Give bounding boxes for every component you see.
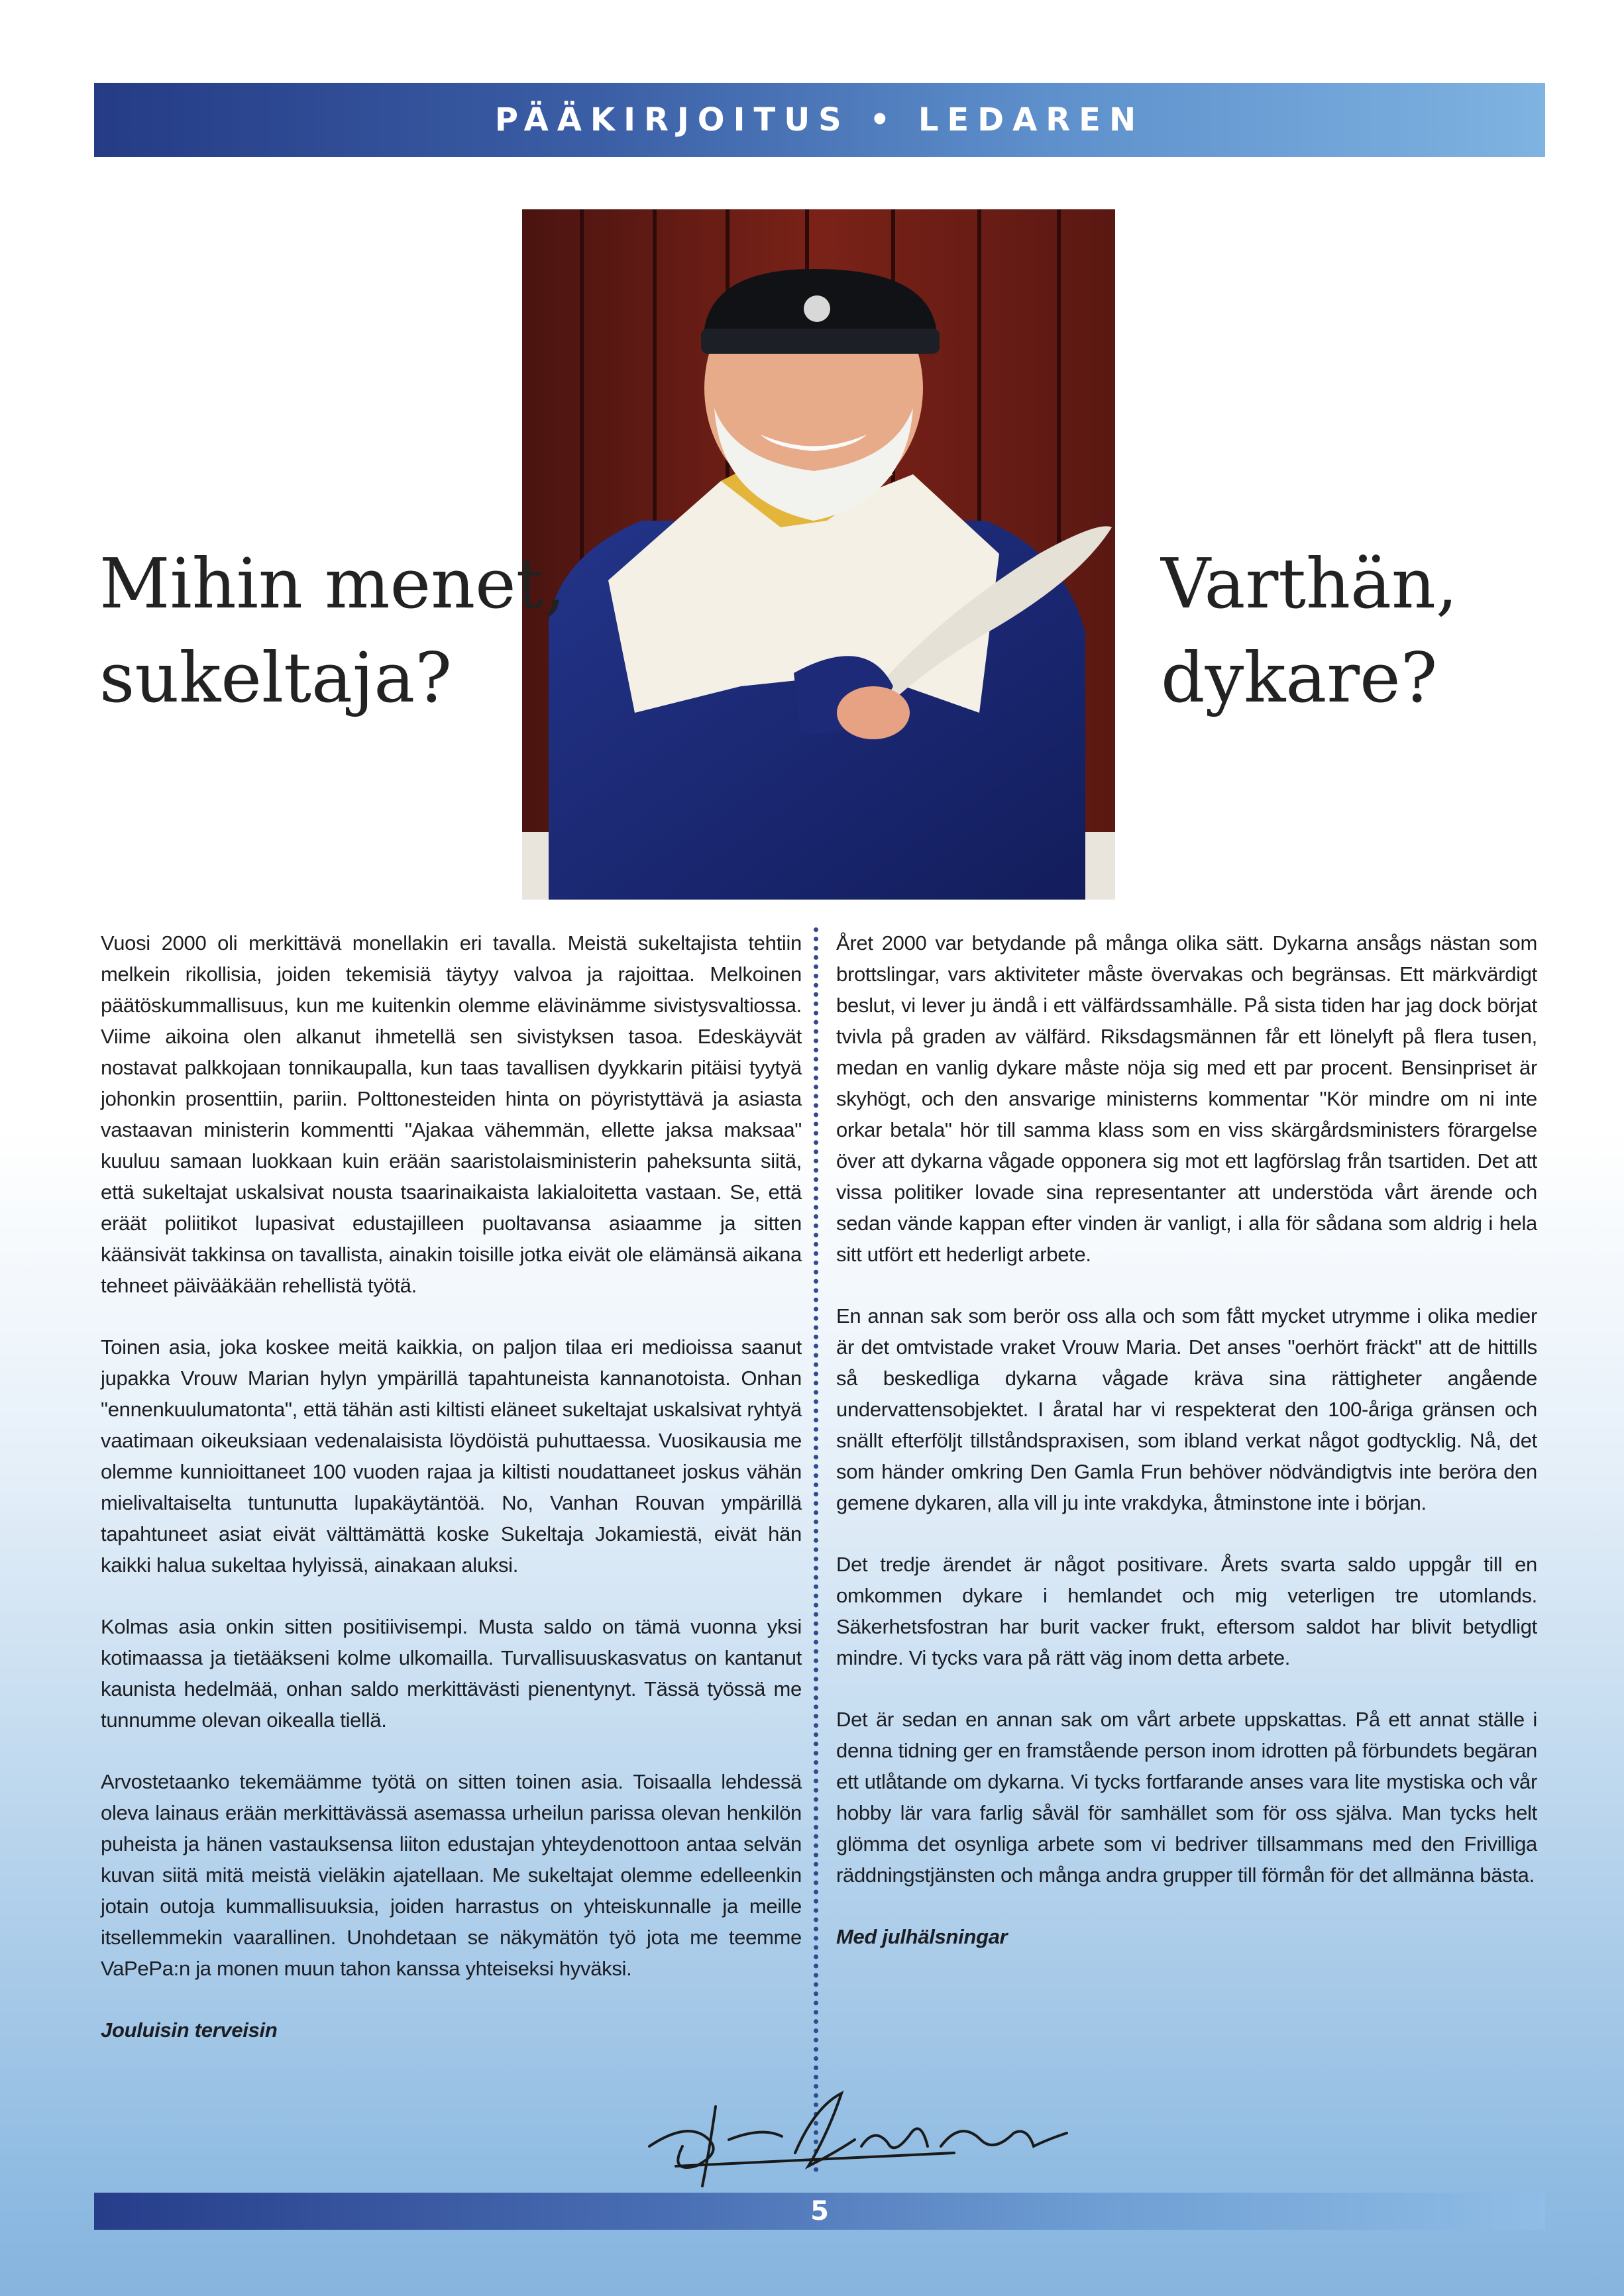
section-title: PÄÄKIRJOITUS • LEDAREN bbox=[494, 101, 1145, 138]
headline-finnish-line1: Mihin menet, bbox=[99, 543, 566, 624]
paragraph: Det tredje ärendet är något positivare. Årets svarta saldo uppgår till en omkommen dykare i hemlandet och mig veterligen tre utomlands. Säkerhetsfostran har burit vacker frukt, eftersom saldot har blivit betydligt mindre. Vi tycks vara på rätt väg inom detta arbete. bbox=[836, 1553, 1537, 1669]
signature bbox=[610, 2067, 1087, 2199]
article-finnish bbox=[101, 927, 802, 2076]
paragraph: Toinen asia, joka koskee meitä kaikkia, on paljon tilaa eri medioissa saanut jupakka Vrouw Marian hylyn ympärillä tapahtuneista kannanotoista. Onhan "ennenkuulumatonta", että tähän asti kiltisti eläneet sukeltajat uskalsivat ryhtyä vaatimaan oikeuksiaan vedenalaisista löydöistä puhuttaessa. Vuosikausia me olemme kunnioittaneet 100 vuoden rajaa ja kiltisti noudattaneet joskus vähän mielivaltaiselta tuntunutta lupakäytäntöä. No, Vanhan Rouvan ympärillä tapahtuneet asiat eivät välttämättä koske Sukeltaja Jokamiestä, eivät hän kaikki halua sukeltaa hylyissä, ainakaan aluksi. bbox=[101, 1335, 802, 1577]
headline-finnish-line2: sukeltaja? bbox=[99, 637, 452, 718]
paragraph: Vuosi 2000 oli merkittävä monellakin eri tavalla. Meistä sukeltajista tehtiin melkein rikollisia, joiden tekemisiä täytyy valvoa ja rajoittaa. Melkoinen päätöskummallisuus, kun me kuitenkin olemme elävinämme sivistysvaltiossa. Viime aikoina olen alkanut ihmetellä sen sivistyksen tasoa. Edeskäyvät nostavat palkkojaan tonnikaupalla, kun taas tavallisen dyykkarin pitäisi tyytyä johonkin prosenttiin, pariin. Polttonesteiden hinta on pöyristyttävä ja asiasta vastaavan ministerin kommentti "Ajakaa vähemmän, ellette jaksa maksaa" kuuluu samaan luokkaan kuin erään saaristolaisministerin paheksunta siitä, että sukeltajat uskalsivat nousta tsaarinaikaista lakialoitetta vastaan. Se, että eräät poliitikot lupasivat edustajilleen puoltavansa asiaamme ja sitten käänsivät takkinsa on tavallista, ainakin toisille jotka eivät ole elämänsä aikana tehneet päivääkään rehellistä työtä. bbox=[101, 931, 802, 1297]
headline-swedish bbox=[1161, 537, 1458, 725]
paragraph: Året 2000 var betydande på många olika sätt. Dykarna ansågs nästan som brottslingar, vars aktiviteter måste övervakas och begränsas. Ett märkvärdigt beslut, vi lever ju ändå i ett välfärdssamhälle. På sista tiden har jag dock börjat tvivla på graden av välfärd. Riksdagsmännen får ett lönelyft på flera tusen, medan en vanlig dykare måste nöja sig med ett par procent. Bensinpriset är skyhögt, och den ansvarige ministerns kommentar "Kör mindre om ni inte orkar betala" hör till samma klass som en viss skärgårdsministers förargelse över att dykarna vågade opponera sig mot ett lagförslag från tsartiden. Det att vissa politiker lovade sina representanter att understöda vårt ärende och sedan vände kappan efter vinden är vanligt, i alla för sådana som aldrig i hela sitt utfört ett hederligt arbete. bbox=[836, 931, 1537, 1266]
article-swedish bbox=[836, 927, 1537, 1983]
portrait-photo bbox=[522, 209, 1115, 900]
headline-finnish bbox=[99, 537, 566, 725]
paragraph: Kolmas asia onkin sitten positiivisempi. Musta saldo on tämä vuonna yksi kotimaassa ja tietääkseni kolme ulkomailla. Turvallisuuskasvatus on kantanut kaunista hedelmää, onhan saldo merkittävästi pienentynyt. Tässä työssä me tunnumme olevan oikealla tiellä. bbox=[101, 1615, 802, 1732]
column-divider bbox=[814, 927, 818, 2173]
paragraph: Det är sedan en annan sak om vårt arbete uppskattas. På ett annat ställe i denna tidning ger en framstående person inom idrotten på förbundets begäran ett utlåtande om dykarna. Vi tycks fortfarande anses vara lite mystiska och vår hobby lär vara farlig såväl för samhället som för oss själva. Man tycks helt glömma det osynliga arbete som vi bedriver tillsammans med den Frivilliga räddningstjänsten och många andra grupper till förmån för det allmänna bästa. bbox=[836, 1708, 1537, 1887]
headline-swedish-line1: Varthän, bbox=[1161, 543, 1458, 624]
greeting-finnish: Jouluisin terveisin bbox=[101, 2018, 278, 2042]
paragraph: Arvostetaanko tekemäämme työtä on sitten toinen asia. Toisaalla lehdessä oleva lainaus erään merkittävässä asemassa urheilun parissa olevan henkilön puheista ja hänen vastauksensa liiton edustajan yhteydenottoon antaa selvän kuvan siitä mitä meistä vieläkin ajatellaan. Me sukeltajat olemme edelleenkin jotain outoja kummallisuuksia, joiden harrastus on yhteiskunnalle ja meille itsellemmekin vaarallinen. Unohdetaan se näkymätön työ jota me teemme VaPePa:n ja monen muun tahon kanssa yhteiseksi hyväksi. bbox=[101, 1770, 802, 1980]
page-number: 5 bbox=[810, 2196, 829, 2226]
header-banner bbox=[94, 83, 1545, 157]
headline-swedish-line2: dykare? bbox=[1161, 637, 1438, 718]
greeting-swedish: Med julhälsningar bbox=[836, 1925, 1008, 1948]
footer-bar bbox=[94, 2193, 1545, 2230]
paragraph: En annan sak som berör oss alla och som fått mycket utrymme i olika medier är det omtvistade vraket Vrouw Maria. Det anses "oerhört fräckt" att de hittills så beskedliga dykarna vågade kräva sina rättigheter angående undervattensobjektet. I åratal har vi respekterat den 100-åriga gränsen och snällt efterföljt tillståndspraxisen, som ibland verkat något godtycklig. Nå, det som händer omkring Den Gamla Frun behöver nödvändigtvis inte beröra den gemene dykaren, alla vill ju inte vrakdyka, åtminstone inte i början. bbox=[836, 1304, 1537, 1514]
